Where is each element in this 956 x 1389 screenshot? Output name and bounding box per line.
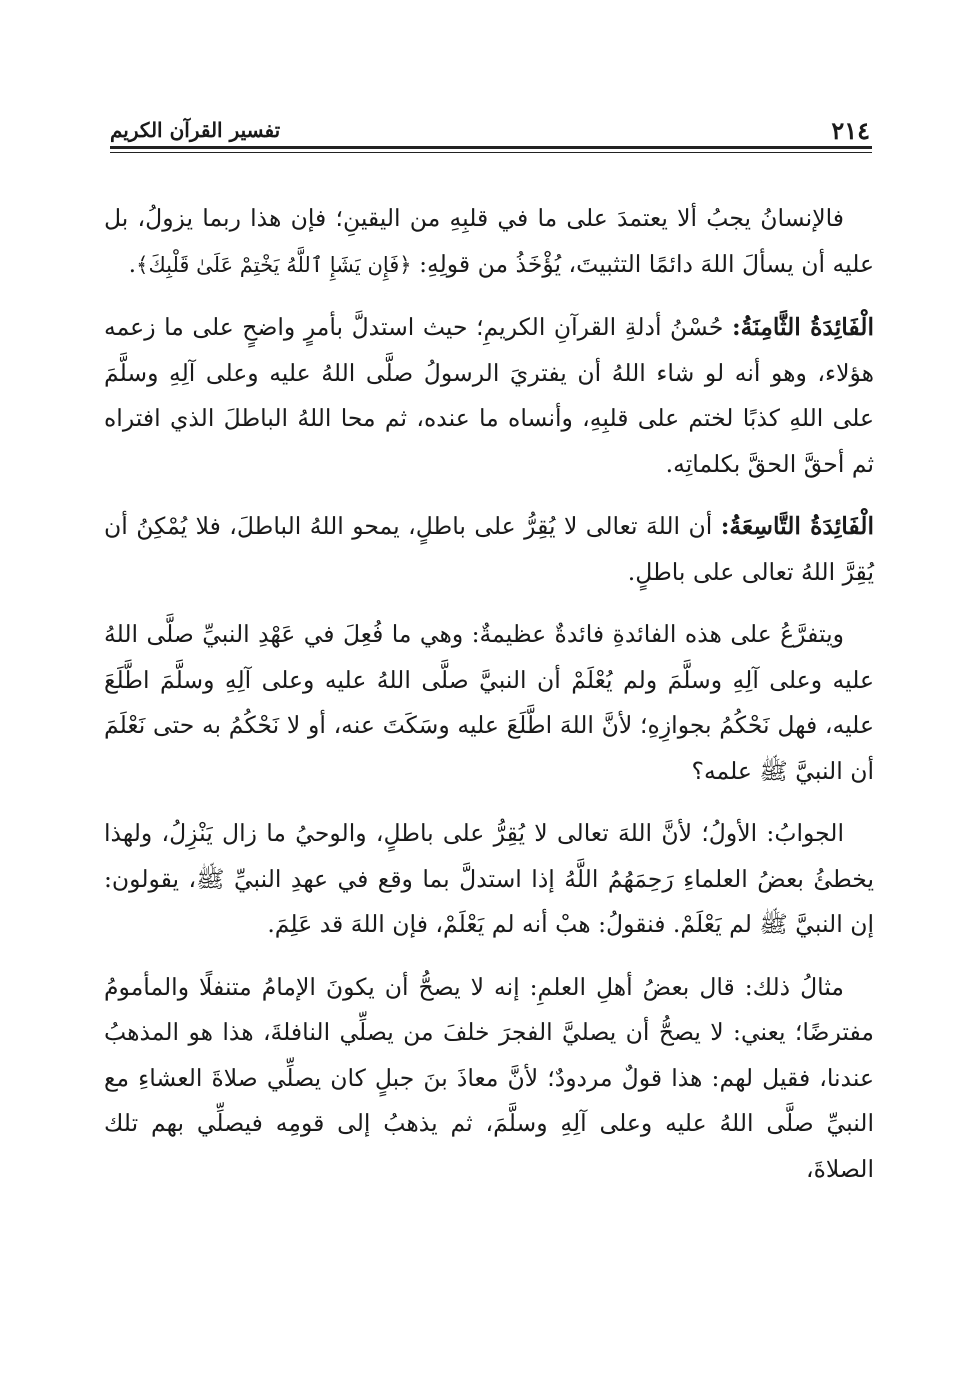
paragraph-1 — [104, 196, 874, 288]
paragraph-text: أن اللهَ تعالى لا يُقِرُّ على باطلٍ، يمحو اللهُ الباطلَ، فلا يُمْكِنُ أن يُقِرَّ اللهُ تعالى على باطلٍ. — [104, 512, 874, 586]
paragraph-text: حُسْنُ أدلةِ القرآنِ الكريمِ؛ حيث استدلَّ بأمرٍ واضحٍ على ما زعمه هؤلاء، وهو أنه لو شاء اللهُ أن يفتريَ الرسولُ صلَّى اللهُ عليه وعلى آلِهِ وسلَّمَ على اللهِ كذبًا لختم على قلبِهِ، وأنساه ما عنده، ثم محا اللهُ الباطلَ الذي افتراه ثم أحقَّ الحقَّ بكلماتِه. — [104, 313, 874, 478]
paragraph-5 — [104, 811, 874, 948]
paragraph-text: مثالُ ذلك: قال بعضُ أهلِ العلمِ: إنه لا يصحُّ أن يكونَ الإمامُ متنفلًا والمأمومُ مفترضًا؛ يعني: لا يصحُّ أن يصليَّ الفجرَ خلفَ من يصلِّي النافلةَ، هذا هو المذهبُ عندنا، فقيل لهم: هذا قولٌ مردودٌ؛ لأنَّ معاذَ بنَ جبلٍ كان يصلِّي صلاةَ العشاءِ مع النبيِّ صلَّى اللهُ عليه وعلى آلِهِ وسلَّمَ، ثم يذهبُ إلى قومِه فيصلِّي بهم تلك الصلاةَ، — [104, 972, 874, 1183]
benefit-heading: الْفَائِدَةُ الثَّامِنَةُ: — [731, 313, 874, 341]
paragraph-4 — [104, 612, 874, 794]
page-body — [104, 196, 874, 1209]
page-header — [110, 110, 870, 148]
header-rule — [110, 146, 872, 149]
paragraph-6 — [104, 965, 874, 1193]
book-title: تفسير القرآن الكريم — [110, 118, 281, 142]
paragraph-2 — [104, 305, 874, 487]
header-rule-thin — [110, 152, 872, 153]
page-number: ٢١٤ — [831, 116, 870, 145]
paragraph-tail: . — [128, 249, 137, 278]
paragraph-text: فالإنسانُ يجبُ ألا يعتمدَ على ما في قلبِهِ من اليقينِ؛ فإن هذا ربما يزولُ، بل عليه أن يسألَ اللهَ دائمًا التثبيتَ، يُؤْخَذُ من قولِهِ: — [104, 204, 874, 278]
quran-verse: ﴿فَإِن يَشَإِ ٱللَّهُ يَخْتِمْ عَلَىٰ قَلْبِكَ﴾ — [136, 252, 412, 277]
paragraph-text: الجوابُ: الأولُ؛ لأنَّ اللهَ تعالى لا يُقِرُّ على باطلٍ، والوحيُ ما زال يَنْزِلُ، ولهذا يخطئُ بعضُ العلماءِ رَحِمَهُمُ اللَّهُ إذا استدلَّ بما وقع في عهدِ النبيِّ ﷺ، يقولون: إن النبيَّ ﷺ لم يَعْلَمْ. فنقولُ: هبْ أنه لم يَعْلَمْ، فإن اللهَ قد عَلِمَ. — [104, 819, 874, 938]
paragraph-text: ويتفرَّعُ على هذه الفائدةِ فائدةٌ عظيمةٌ: وهي ما فُعِلَ في عَهْدِ النبيِّ صلَّى اللهُ عليه وعلى آلِهِ وسلَّمَ ولم يُعْلَمْ أن النبيَّ صلَّى اللهُ عليه وعلى آلِهِ وسلَّمَ اطَّلَعَ عليه، فهل نَحْكُمُ بجوازِهِ؛ لأنَّ اللهَ اطَّلَعَ عليه وسَكَتَ عنه، أو لا نَحْكُمُ به حتى نَعْلَمَ أن النبيَّ ﷺ علمه؟ — [104, 620, 874, 785]
benefit-heading: الْفَائِدَةُ التَّاسِعَةُ: — [720, 512, 874, 540]
paragraph-3 — [104, 504, 874, 595]
